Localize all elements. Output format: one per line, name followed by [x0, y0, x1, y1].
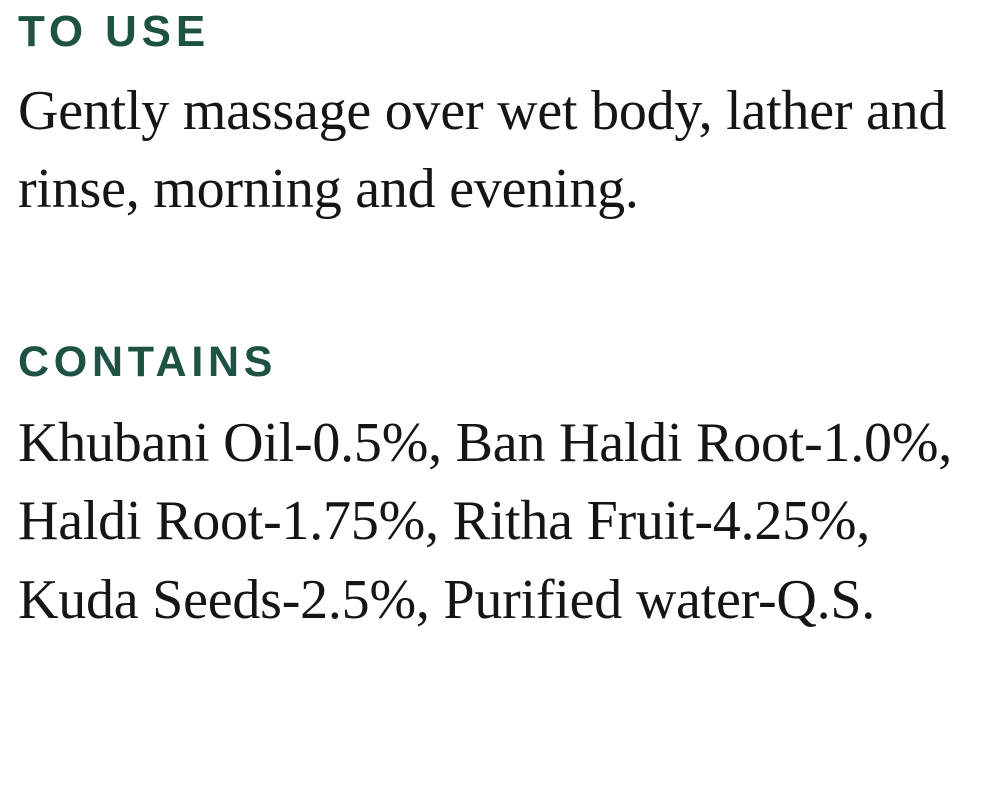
- to-use-section: [18, 0, 993, 229]
- to-use-instructions-text: Gently massage over wet body, lather and rinse, morning and evening.: [18, 80, 947, 221]
- contains-heading: CONTAINS: [18, 337, 278, 386]
- contains-section: [18, 229, 993, 639]
- contains-ingredients-text: Khubani Oil-0.5%, Ban Haldi Root-1.0%, Haldi Root-1.75%, Ritha Fruit-4.25%, Kuda Seeds-2.5%, Purified water-Q.S.: [18, 411, 953, 631]
- to-use-heading: TO USE: [18, 7, 211, 56]
